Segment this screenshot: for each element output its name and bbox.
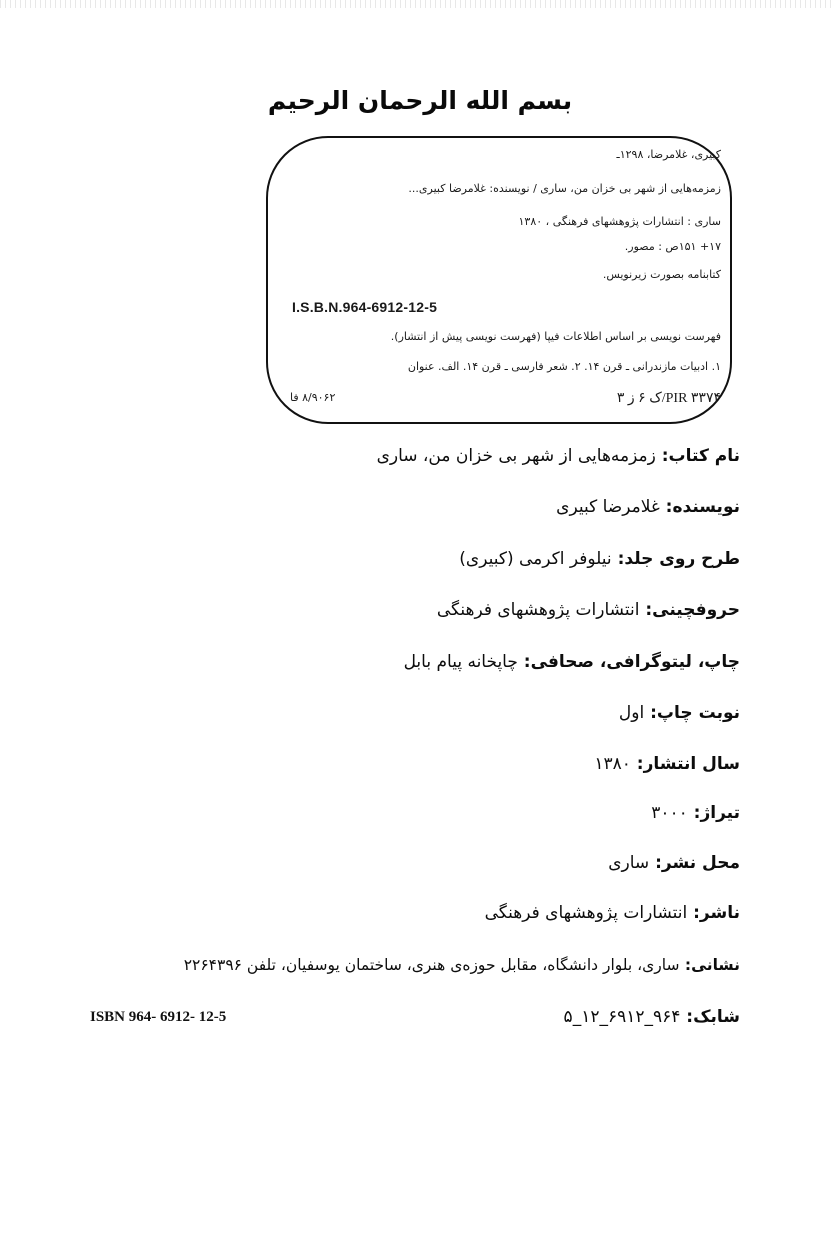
place-of-publication-value: ساری: [608, 853, 650, 873]
print-run-field: [651, 803, 740, 823]
typesetting-field: [437, 600, 740, 620]
author-field: [556, 497, 740, 517]
address-field: [184, 956, 740, 974]
typesetting-label: حروفچینی:: [639, 600, 740, 620]
cip-isbn: I.S.B.N.964-6912-12-5: [292, 299, 438, 315]
cip-imprint: ساری : انتشارات پژوهشهای فرهنگی ، ۱۳۸۰: [518, 215, 721, 228]
book-title-value: زمزمه‌هایی از شهر بی خزان من، ساری: [376, 446, 656, 466]
place-of-publication-field: [608, 853, 740, 873]
edition-label: نوبت چاپ:: [644, 703, 740, 723]
shabak-field: [564, 1007, 740, 1027]
shabak-label: شابک:: [680, 1007, 740, 1027]
printing-field: [404, 652, 740, 672]
cover-design-label: طرح روی جلد:: [611, 549, 740, 569]
cip-lc-classification: PIR ۳۳۷۴/ک ۶ ز ۳: [616, 391, 721, 406]
basmala-heading: بسم الله الرحمان الرحيم: [267, 86, 573, 115]
cip-author: کبیری، غلامرضا، ۱۲۹۸ـ: [616, 148, 721, 161]
printing-value: چاپخانه پیام بابل: [403, 652, 518, 672]
address-value: ساری، بلوار دانشگاه، مقابل حوزه‌ی هنری، ساختمان یوسفیان، تلفن ۲۲۶۴۳۹۶: [183, 956, 680, 974]
publication-year-value: ۱۳۸۰: [594, 754, 631, 774]
publication-year-field: [594, 754, 740, 774]
book-title-field: [377, 446, 740, 466]
printing-label: چاپ، لیتوگرافی، صحافی:: [517, 652, 740, 672]
scan-artifact: [0, 0, 833, 8]
print-run-label: تیراژ:: [687, 803, 740, 823]
cip-pagination: ۱۷+ ۱۵۱ص : مصور.: [624, 240, 721, 253]
cip-dewey-classification: ۸/۹۰۶۲ فا: [290, 391, 336, 404]
author-label: نویسنده:: [659, 497, 740, 517]
author-value: غلامرضا کبیری: [556, 497, 660, 517]
shabak-value: ۹۶۴_۶۹۱۲_۱۲_۵: [563, 1007, 681, 1027]
cip-title: زمزمه‌هایی از شهر بی خزان من، ساری / نویسنده: غلامرضا کبیری...: [408, 182, 721, 195]
edition-value: اول: [618, 703, 645, 723]
print-run-value: ۳۰۰۰: [651, 803, 688, 823]
place-of-publication-label: محل نشر:: [649, 853, 740, 873]
cip-bibliography-note: کتابنامه بصورت زیرنویس.: [602, 268, 721, 281]
book-title-label: نام کتاب:: [655, 446, 740, 466]
publication-year-label: سال انتشار:: [630, 754, 740, 774]
cip-fipa-note: فهرست نویسی بر اساس اطلاعات فیپا (فهرست نویسی پیش از انتشار).: [390, 330, 721, 343]
address-label: نشانی:: [679, 956, 740, 974]
cover-design-value: نیلوفر اکرمی (کبیری): [459, 549, 612, 569]
publisher-field: [485, 903, 740, 923]
isbn-latin: ISBN 964- 6912- 12-5: [90, 1009, 227, 1025]
cip-subjects: ۱. ادبیات مازندرانی ـ قرن ۱۴. ۲. شعر فارسی ـ قرن ۱۴. الف. عنوان: [407, 360, 721, 373]
publisher-value: انتشارات پژوهشهای فرهنگی: [484, 903, 688, 923]
cover-design-field: [459, 549, 740, 569]
publisher-label: ناشر:: [687, 903, 740, 923]
edition-field: [619, 703, 740, 723]
typesetting-value: انتشارات پژوهشهای فرهنگی: [436, 600, 640, 620]
